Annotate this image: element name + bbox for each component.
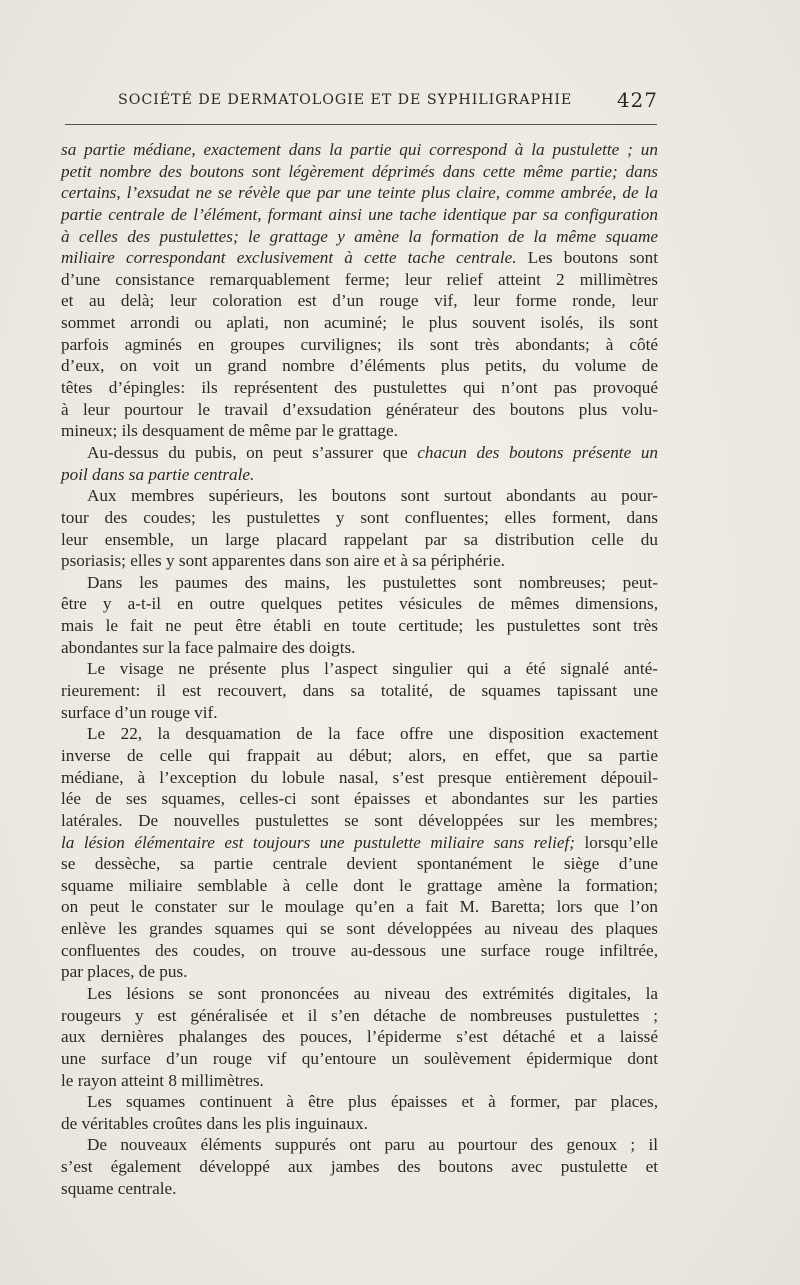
text-line xyxy=(61,853,658,875)
italic-text: à celles des pustulettes; le grattage y amène la formation de la même squame xyxy=(61,226,658,246)
text-line xyxy=(61,810,658,832)
text-line xyxy=(61,464,658,486)
text-line xyxy=(61,940,658,962)
text-line xyxy=(61,334,658,356)
roman-text: lée de ses squames, celles-ci sont épaisses et abondantes sur les parties xyxy=(61,789,658,809)
roman-text: psoriasis; elles y sont apparentes dans son aire et à sa périphérie. xyxy=(61,551,505,571)
roman-text: se dessèche, sa partie centrale devient spontanément le siège d’une xyxy=(61,854,658,874)
text-line xyxy=(61,226,658,248)
roman-text: aux dernières phalanges des pouces, l’épiderme s’est détaché et a laissé xyxy=(61,1027,658,1047)
running-title: SOCIÉTÉ DE DERMATOLOGIE ET DE SYPHILIGRAPHIE xyxy=(118,92,573,108)
roman-text: leur ensemble, un large placard rappelant par sa distribution celle du xyxy=(61,529,658,549)
italic-text: certains, l’exsudat ne se révèle que par une teinte plus claire, comme ambrée, de la xyxy=(61,183,658,203)
roman-text: sommet arrondi ou aplati, non acuminé; le plus souvent isolés, ils sont xyxy=(61,313,658,333)
text-line xyxy=(61,204,658,226)
roman-text: rougeurs y est généralisée et il s’en détache de nombreuses pustulettes ; xyxy=(61,1005,658,1025)
text-line xyxy=(61,247,658,269)
roman-text: surface d’un rouge vif. xyxy=(61,702,218,722)
roman-text: latérales. De nouvelles pustulettes se sont développées sur les membres; xyxy=(61,810,658,830)
page-header xyxy=(118,88,658,114)
text-line xyxy=(61,1113,658,1135)
text-line xyxy=(61,1005,658,1027)
text-line xyxy=(61,637,658,659)
text-line xyxy=(61,355,658,377)
roman-text: Dans les paumes des mains, les pustulettes sont nombreuses; peut- xyxy=(87,572,658,592)
italic-text: petit nombre des boutons sont légèrement déprimés dans cette même partie; dans xyxy=(61,161,658,181)
text-line xyxy=(61,572,658,594)
text-line xyxy=(61,161,658,183)
text-line xyxy=(61,593,658,615)
italic-text: poil dans sa partie centrale. xyxy=(61,464,255,484)
text-line xyxy=(61,529,658,551)
text-line xyxy=(61,658,658,680)
text-line xyxy=(61,680,658,702)
text-line xyxy=(61,442,658,464)
text-line xyxy=(61,269,658,291)
text-line xyxy=(61,788,658,810)
roman-text: par places, de pus. xyxy=(61,962,188,982)
roman-text: abondantes sur la face palmaire des doigts. xyxy=(61,637,356,657)
header-rule xyxy=(65,124,657,125)
italic-text: partie centrale de l’élément, formant ainsi une tache identique par sa configuration xyxy=(61,204,658,224)
roman-text: confluentes des coudes, on trouve au-dessous une surface rouge infiltrée, xyxy=(61,940,658,960)
roman-text: à leur pourtour le travail d’exsudation générateur des boutons plus volu- xyxy=(61,399,658,419)
roman-text: Les squames continuent à être plus épaisses et à former, par places, xyxy=(87,1092,658,1112)
roman-text: s’est également développé aux jambes des boutons avec pustulette et xyxy=(61,1157,658,1177)
roman-text: Le visage ne présente plus l’aspect singulier qui a été signalé anté- xyxy=(87,659,658,679)
text-line xyxy=(61,1091,658,1113)
roman-text: tour des coudes; les pustulettes y sont confluentes; elles forment, dans xyxy=(61,507,658,527)
italic-text: chacun des boutons présente un xyxy=(417,442,659,462)
roman-text: on peut le constater sur le moulage qu’en a fait M. Baretta; lors que l’on xyxy=(61,897,658,917)
roman-text: Au-dessus du pubis, on peut s’assurer que xyxy=(87,442,418,462)
roman-text: d’une consistance remarquablement ferme; leur relief atteint 2 millimètres xyxy=(61,269,658,289)
roman-text: Les lésions se sont prononcées au niveau des extrémités digitales, la xyxy=(87,983,658,1003)
text-line xyxy=(61,767,658,789)
italic-text: miliaire correspondant exclusivement à cette tache centrale. xyxy=(61,248,517,268)
roman-text: le rayon atteint 8 millimètres. xyxy=(61,1070,264,1090)
text-line xyxy=(61,832,658,854)
roman-text: d’eux, on voit un grand nombre d’éléments plus petits, du volume de xyxy=(61,356,658,376)
roman-text: mineux; ils desquament de même par le grattage. xyxy=(61,421,398,441)
italic-text: sa partie médiane, exactement dans la partie qui correspond à la pustulette ; un xyxy=(61,140,658,159)
text-line xyxy=(61,723,658,745)
text-line xyxy=(61,1178,658,1200)
roman-text: médiane, à l’exception du lobule nasal, s’est presque entièrement dépouil- xyxy=(61,767,658,787)
roman-text: une surface d’un rouge vif qu’entoure un soulèvement épidermique dont xyxy=(61,1048,658,1068)
roman-text: de véritables croûtes dans les plis inguinaux. xyxy=(61,1113,368,1133)
text-line xyxy=(61,312,658,334)
roman-text: enlève les grandes squames qui se sont développées au niveau des plaques xyxy=(61,919,658,939)
text-line xyxy=(61,1156,658,1178)
roman-text: rieurement: il est recouvert, dans sa totalité, de squames tapissant une xyxy=(61,681,658,701)
text-line xyxy=(61,896,658,918)
text-line xyxy=(61,377,658,399)
text-line xyxy=(61,420,658,442)
page-number: 427 xyxy=(616,88,658,112)
roman-text: têtes d’épingles: ils représentent des pustulettes qui n’ont pas provoqué xyxy=(61,378,658,398)
roman-text: lorsqu’elle xyxy=(575,832,658,852)
roman-text: De nouveaux éléments suppurés ont paru au pourtour des genoux ; il xyxy=(87,1135,658,1155)
body-text xyxy=(61,139,658,1199)
roman-text: squame centrale. xyxy=(61,1178,177,1198)
text-line xyxy=(61,1070,658,1092)
text-line xyxy=(61,485,658,507)
roman-text: être y a-t-il en outre quelques petites vésicules de mêmes dimensions, xyxy=(61,594,658,614)
roman-text: mais le fait ne peut être établi en toute certitude; les pustulettes sont très xyxy=(61,616,658,636)
text-line xyxy=(61,1134,658,1156)
text-line xyxy=(61,1026,658,1048)
text-line xyxy=(61,615,658,637)
text-line xyxy=(61,875,658,897)
roman-text: Aux membres supérieurs, les boutons sont surtout abondants au pour- xyxy=(87,486,658,506)
text-line xyxy=(61,399,658,421)
text-line xyxy=(61,745,658,767)
italic-text: la lésion élémentaire est toujours une pustulette miliaire sans relief; xyxy=(61,832,575,852)
roman-text: parfois agminés en groupes curvilignes; ils sont très abondants; à côté xyxy=(61,334,658,354)
roman-text: et au delà; leur coloration est d’un rouge vif, leur forme ronde, leur xyxy=(61,291,658,311)
text-line xyxy=(61,290,658,312)
text-line xyxy=(61,918,658,940)
roman-text: inverse de celle qui frappait au début; alors, en effet, que sa partie xyxy=(61,745,658,765)
text-line xyxy=(61,507,658,529)
text-line xyxy=(61,182,658,204)
roman-text: squame miliaire semblable à celle dont le grattage amène la formation; xyxy=(61,875,658,895)
roman-text: Les boutons sont xyxy=(516,248,658,268)
text-line xyxy=(61,961,658,983)
text-line xyxy=(61,702,658,724)
roman-text: Le 22, la desquamation de la face offre une disposition exactement xyxy=(87,724,658,744)
text-line xyxy=(61,983,658,1005)
text-line xyxy=(61,550,658,572)
text-line xyxy=(61,1048,658,1070)
text-line xyxy=(61,139,658,161)
